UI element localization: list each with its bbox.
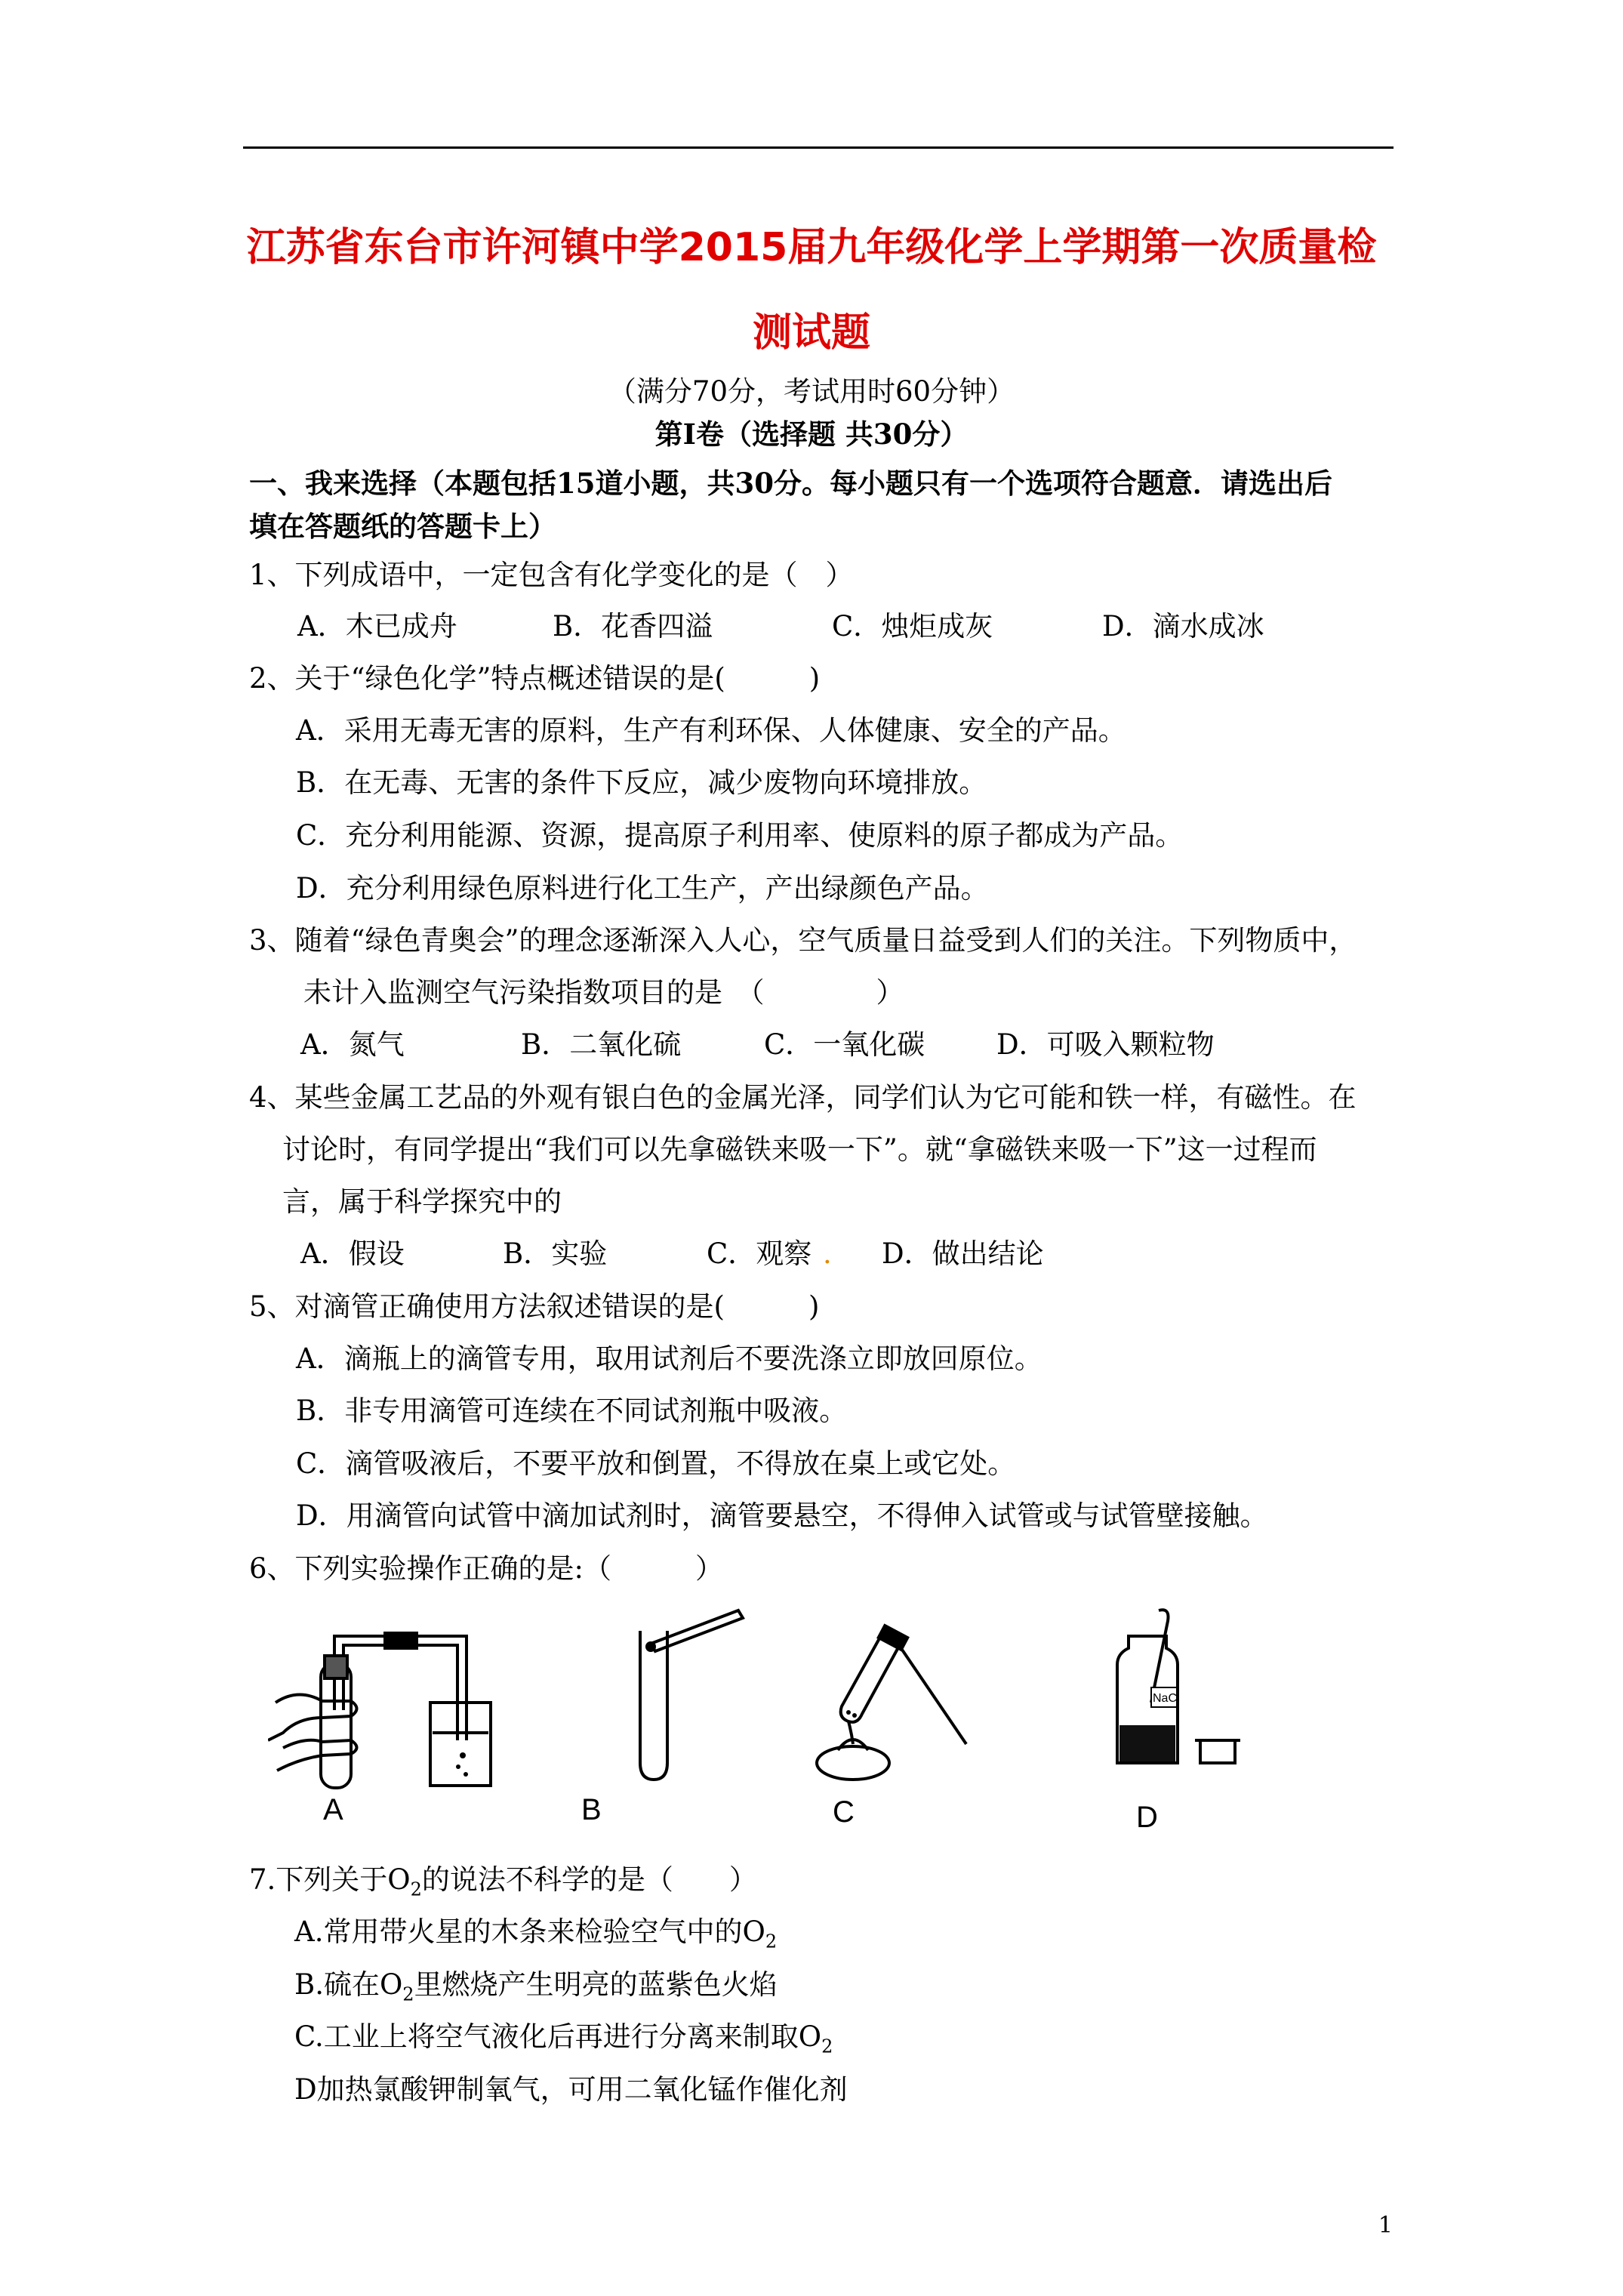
figure-d-bottle-label: NaCl bbox=[1153, 1692, 1180, 1705]
q7-option-a: A.常用带火星的木条来检验空气中的$O_2$ bbox=[294, 1915, 778, 1952]
figure-c-heating-test-tube bbox=[808, 1616, 989, 1786]
q3-option-a: A．氮气 bbox=[300, 1028, 405, 1061]
doc-title-line1: 江苏省东台市许河镇中学2015届九年级化学上学期第一次质量检 bbox=[246, 225, 1377, 270]
exam-info: （满分70分，考试用时60分钟） bbox=[608, 375, 1015, 408]
figure-a-airtightness-check bbox=[268, 1604, 528, 1789]
instruction-line2: 填在答题纸的答题卡上） bbox=[249, 510, 556, 543]
q6-stem: 6、下列实验操作正确的是:（ ） bbox=[249, 1552, 724, 1585]
q7-stem: 7.下列关于$O_2$的说法不科学的是（ ） bbox=[249, 1863, 757, 1900]
figure-d-label: D bbox=[1136, 1801, 1158, 1834]
q4-stem-line2: 讨论时，有同学提出“我们可以先拿磁铁来吸一下”。就“拿磁铁来吸一下”这一过程而 bbox=[282, 1133, 1317, 1166]
q5-option-a: A．滴瓶上的滴管专用，取用试剂后不要洗涤立即放回原位。 bbox=[296, 1342, 1042, 1375]
q3-stem-line2: 未计入监测空气污染指数项目的是 （ ） bbox=[303, 976, 904, 1009]
figure-b-label: B bbox=[581, 1793, 602, 1826]
q5-option-d: D．用滴管向试管中滴加试剂时，滴管要悬空，不得伸入试管或与试管壁接触。 bbox=[296, 1499, 1268, 1532]
q2-option-b: B．在无毒、无害的条件下反应，减少废物向环境排放。 bbox=[296, 766, 987, 799]
instruction-line1: 一、我来选择（本题包括15道小题，共30分。每小题只有一个选项符合题意．请选出后 bbox=[249, 467, 1332, 500]
q4-stem-line1: 4、某些金属工艺品的外观有银白色的金属光泽，同学们认为它可能和铁一样，有磁性。在 bbox=[249, 1081, 1357, 1114]
q4-option-c: C．观察 bbox=[707, 1237, 812, 1270]
q3-stem-line1: 3、随着“绿色青奥会”的理念逐渐深入人心，空气质量日益受到人们的关注。下列物质中， bbox=[249, 924, 1357, 957]
q1-stem: 1、下列成语中，一定包含有化学变化的是（ ） bbox=[249, 559, 854, 591]
q2-stem: 2、关于“绿色化学”特点概述错误的是( ) bbox=[249, 662, 821, 695]
q5-stem: 5、对滴管正确使用方法叙述错误的是( ) bbox=[249, 1290, 820, 1323]
q2-option-a: A．采用无毒无害的原料，生产有利环保、人体健康、安全的产品。 bbox=[296, 714, 1126, 747]
q1-option-a: A．木已成舟 bbox=[297, 610, 457, 643]
header-rule bbox=[243, 146, 1394, 149]
figure-c-label: C bbox=[833, 1795, 855, 1829]
figure-d-reagent-bottle bbox=[1098, 1604, 1242, 1786]
q3-option-d: D．可吸入颗粒物 bbox=[996, 1028, 1215, 1061]
q7-option-d: D加热氯酸钾制氧气，可用二氧化锰作催化剂 bbox=[294, 2073, 848, 2106]
q2-option-d: D．充分利用绿色原料进行化工生产，产出绿颜色产品。 bbox=[296, 872, 989, 905]
q1-option-c: C．烛炬成灰 bbox=[832, 610, 993, 643]
q5-option-c: C．滴管吸液后，不要平放和倒置，不得放在桌上或它处。 bbox=[296, 1447, 1016, 1480]
q3-option-c: C．一氧化碳 bbox=[764, 1028, 925, 1061]
q7-option-b: B.硫在$O_2$里燃烧产生明亮的蓝紫色火焰 bbox=[294, 1968, 778, 2005]
q4-option-b: B．实验 bbox=[503, 1237, 608, 1270]
q4-stem-line3: 言，属于科学探究中的 bbox=[282, 1185, 562, 1218]
q5-option-b: B．非专用滴管可连续在不同试剂瓶中吸液。 bbox=[296, 1395, 848, 1427]
figure-b-dropper-test-tube bbox=[619, 1604, 755, 1786]
page-number: 1 bbox=[1378, 2212, 1393, 2239]
q4-stray-dot: . bbox=[823, 1237, 832, 1270]
q7-option-c: C.工业上将空气液化后再进行分离来制取$O_2$ bbox=[294, 2020, 833, 2057]
q3-option-b: B．二氧化硫 bbox=[521, 1028, 682, 1061]
q1-option-d: D．滴水成冰 bbox=[1102, 610, 1264, 643]
q1-option-b: B．花香四溢 bbox=[553, 610, 713, 643]
figure-a-label: A bbox=[323, 1793, 343, 1826]
doc-title-line2: 测试题 bbox=[752, 310, 870, 356]
q4-option-d: D．做出结论 bbox=[882, 1237, 1044, 1270]
section-title: 第Ⅰ卷（选择题 共30分） bbox=[654, 418, 969, 451]
q2-option-c: C．充分利用能源、资源，提高原子利用率、使原料的原子都成为产品。 bbox=[296, 819, 1184, 852]
q4-option-a: A．假设 bbox=[300, 1237, 405, 1270]
